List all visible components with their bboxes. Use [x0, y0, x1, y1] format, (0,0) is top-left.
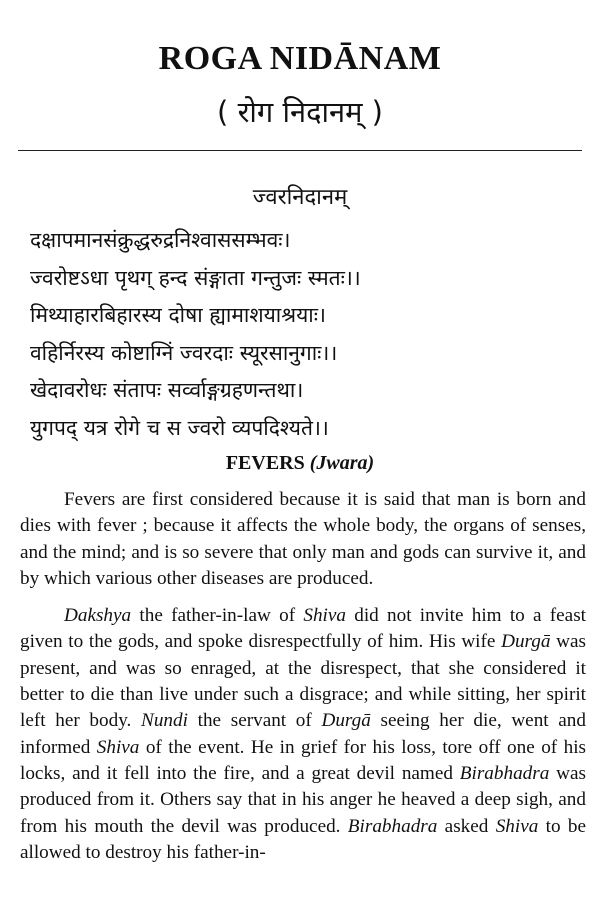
- paragraph-1: Fevers are first considered because it is said that man is born and dies with fever ; because it affects the whole body, the organs of senses, and the mind; and is so severe that only man and gods can survive it, and by which various other diseases are produced.: [20, 489, 586, 589]
- section-heading-italic: (Jwara): [309, 452, 375, 474]
- italic-name: Birabhadra: [459, 762, 550, 784]
- verse-line: वहिर्निरस्य कोष्टाग्निं ज्वरदाः स्यूरसानुगाः।।: [30, 340, 338, 365]
- verse-line: दक्षापमानसंक्रुद्धरुद्रनिश्वाससम्भवः।: [30, 228, 291, 252]
- section-heading-text: FEVERS: [225, 452, 305, 474]
- paragraph-2: [20, 603, 586, 866]
- page-title: ROGA NIDĀNAM: [158, 40, 442, 77]
- verse-heading: ज्वरनिदानम्: [252, 185, 348, 210]
- text-run: did not invite him to a feast given to the gods, and spoke disrespectfully of him. His wife: [20, 605, 586, 653]
- italic-name: Durgā: [501, 631, 551, 653]
- verse-line: खेदावरोधः संतापः सर्व्वाङ्गग्रहणन्तथा।: [30, 378, 304, 402]
- italic-name: Shiva: [96, 736, 140, 758]
- text-run: of the event. He in grief for his loss, tore off one of his locks, and it fell into the fire, and a great devil named: [20, 736, 586, 784]
- verse-line: ज्वरोष्टऽधा पृथग् हन्द संङ्गाता गन्तुजः स्मतः।।: [30, 265, 361, 290]
- italic-name: Nundi: [141, 710, 188, 732]
- italic-name: Durgā: [321, 710, 371, 732]
- title-divider: [18, 150, 582, 151]
- italic-name: Birabhadra: [347, 815, 438, 837]
- section-heading: [0, 452, 600, 475]
- text-run: the servant of: [187, 710, 322, 732]
- text-run: asked: [437, 815, 496, 837]
- italic-name: Dakshya: [64, 605, 132, 627]
- italic-name: Shiva: [303, 605, 346, 627]
- verse-line: मिथ्याहारबिहारस्य दोषा ह्यामाशयाश्रयाः।: [30, 303, 326, 327]
- text-run: to be allowed to destroy his father-in-: [20, 815, 586, 863]
- page-subtitle-devanagari: ( रोग निदानम् ): [217, 95, 383, 129]
- italic-name: Shiva: [495, 815, 539, 837]
- text-run: seeing her die, went and informed: [20, 710, 586, 758]
- text-run: the father-in-law of: [131, 605, 304, 627]
- body-text: [20, 487, 586, 866]
- sanskrit-verse-block: [30, 222, 590, 447]
- text-run: was produced from it. Others say that in his anger he heaved a deep sigh, and from his mouth the devil was produced.: [20, 762, 586, 837]
- text-run: was present, and was so enraged, at the disrespect, that she considered it better to die than live under such a disgrace; and while sitting, her spirit left her body.: [20, 631, 586, 732]
- verse-line: युगपद् यत्र रोगे च स ज्वरो व्यपदिश्यते।।: [30, 415, 329, 440]
